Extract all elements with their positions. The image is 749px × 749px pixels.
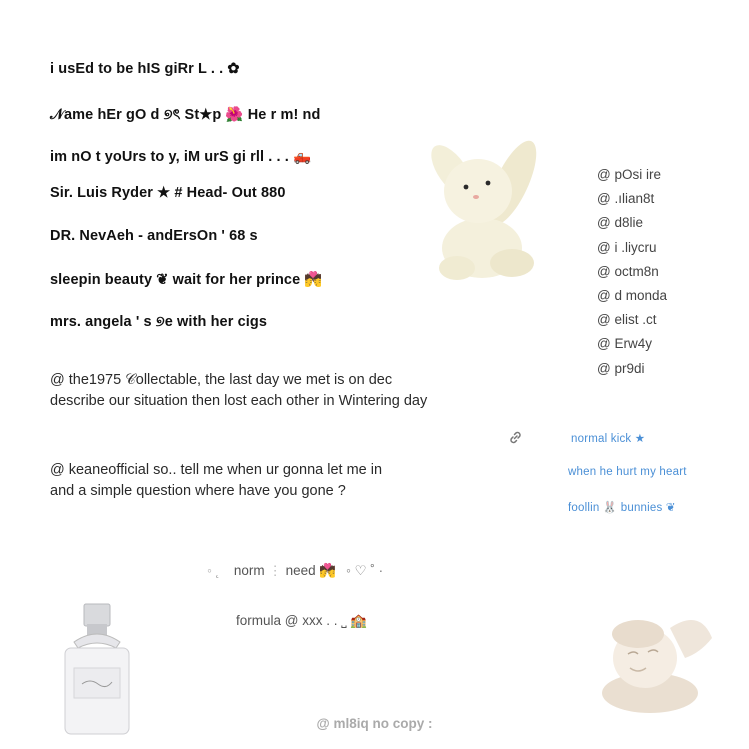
- handle-item: @ pOsi ire: [597, 167, 661, 182]
- need-text: need 💏: [285, 563, 337, 578]
- footer-credit: @ ml8iq no copy :: [316, 716, 433, 731]
- separator: ⋮: [268, 563, 282, 578]
- lyric-line-1: i usEd to be hIS giRr L . . ✿: [50, 61, 240, 77]
- handle-item: @ d monda: [597, 287, 667, 303]
- blue-line-hurt-heart: when he hurt my heart: [568, 466, 687, 478]
- handle-item: @ Erw4y: [597, 336, 652, 352]
- lyric-line-3: im nO t yoUrs to y, iM urS gi rll . . . 🛻: [50, 149, 312, 165]
- lyric-line-5: DR. NevAeh - andErsOn ' 68 s: [50, 228, 258, 244]
- handle-item: @ elist .ct: [597, 312, 657, 328]
- lyric-line-6: sleepin beauty ❦ wait for her prince 💏: [50, 272, 323, 288]
- lyric-line-2: 𝒩ame hEr gO d ୭ৎ St★p 🌺 He r m! nd: [50, 107, 321, 123]
- blue-line-bunnies: foollin 🐰 bunnies ❦: [568, 502, 676, 514]
- tail-decoration: ◦ ♡ ˚ ·: [345, 563, 384, 578]
- handle-item: @ pr9di: [597, 360, 645, 376]
- cherub-statue-image: [590, 598, 715, 718]
- lyric-line-4: Sir. Luis Ryder ★ # Head- Out 880: [50, 185, 286, 201]
- handle-item: @ .ılian8t: [597, 191, 655, 207]
- norm-text: norm: [233, 563, 265, 578]
- formula-text: formula @ xxx . . ⎵ 🏫: [236, 613, 368, 628]
- blue-line-normal-kick: normal kick ★: [571, 433, 646, 445]
- paragraph-1975: [50, 370, 427, 412]
- dots-decoration: ◦ ˛: [207, 563, 221, 578]
- lyric-line-7: mrs. angela ' s ୭e with her cigs: [50, 314, 267, 330]
- paragraph-1975-line-2: describe our situation then lost each other in Wintering day: [50, 393, 428, 409]
- paragraph-keane-line-2: and a simple question where have you gone ?: [50, 483, 346, 499]
- bunny-plush-image: [412, 113, 552, 283]
- handle-item: @ d8lie: [597, 215, 643, 231]
- handle-item: @ octm8n: [597, 263, 659, 279]
- handles-list: [597, 163, 667, 381]
- link-icon[interactable]: [508, 430, 523, 445]
- handle-item: @ i .liycru: [597, 239, 657, 255]
- paragraph-1975-line-1: @ the1975 𝒞ollectable, the last day we met is on dec: [50, 372, 393, 388]
- paragraph-keane: [50, 460, 382, 502]
- norm-need-row: [207, 563, 383, 579]
- paragraph-keane-line-1: @ keaneofficial so.. tell me when ur gonna let me in: [50, 462, 383, 478]
